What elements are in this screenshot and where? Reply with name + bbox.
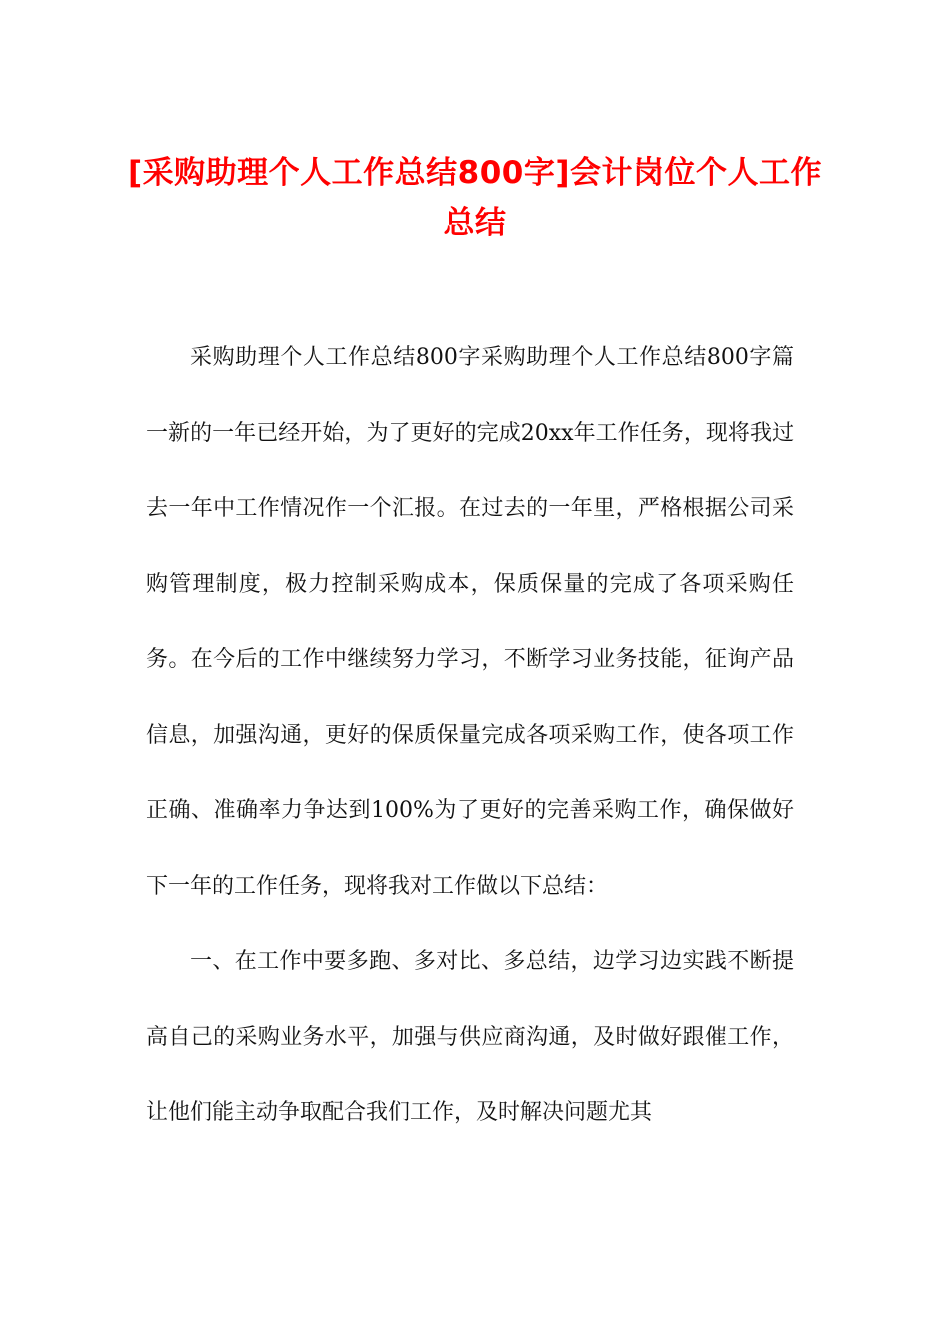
paragraph-1: 采购助理个人工作总结800字采购助理个人工作总结800字篇一新的一年已经开始，为了更好的完成20xx年工作任务，现将我过去一年中工作情况作一个汇报。在过去的一年里，严格根据公司采购管理制度，极力控制采购成本，保质保量的完成了各项采购任务。在今后的工作中继续努力学习，不断学习业务技能，征询产品信息，加强沟通，更好的保质保量完成各项采购工作，使各项工作正确、准确率力争达到100%为了更好的完善采购工作，确保做好下一年的工作任务，现将我对工作做以下总结： — [146, 345, 794, 899]
document-body — [146, 320, 794, 1151]
document-title: [采购助理个人工作总结800字]会计岗位个人工作总结 — [127, 155, 823, 241]
paragraph-2: 一、在工作中要多跑、多对比、多总结，边学习边实践不断提高自己的采购业务水平，加强与供应商沟通，及时做好跟催工作，让他们能主动争取配合我们工作，及时解决问题尤其 — [146, 949, 794, 1125]
